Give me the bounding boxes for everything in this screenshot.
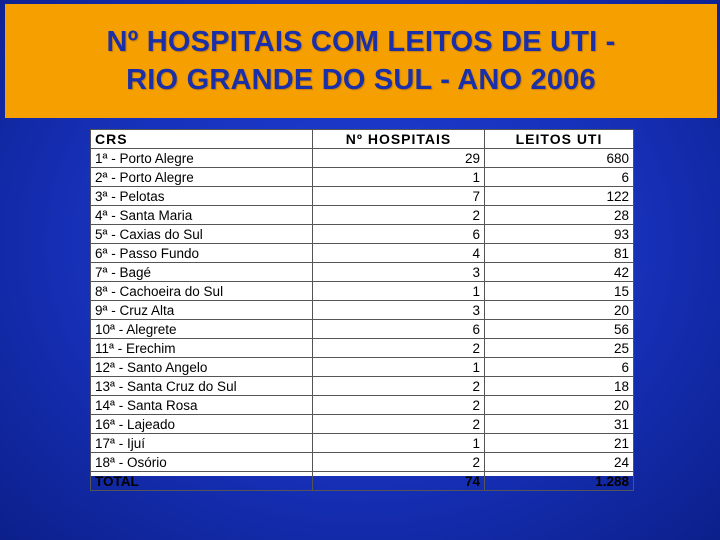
cell-hospitais: 1	[313, 282, 485, 301]
cell-hospitais: 3	[313, 301, 485, 320]
table-row	[91, 453, 634, 472]
cell-crs: 8ª - Cachoeira do Sul	[91, 282, 313, 301]
table-row	[91, 320, 634, 339]
cell-leitos: 81	[485, 244, 634, 263]
title-line-1: Nº HOSPITAIS COM LEITOS DE UTI -	[106, 26, 616, 58]
cell-crs: 10ª - Alegrete	[91, 320, 313, 339]
table-row	[91, 225, 634, 244]
cell-hospitais: 1	[313, 434, 485, 453]
title-line-2: RIO GRANDE DO SUL - ANO 2006	[126, 64, 596, 96]
cell-crs: 5ª - Caxias do Sul	[91, 225, 313, 244]
cell-leitos: 21	[485, 434, 634, 453]
cell-hospitais: 2	[313, 206, 485, 225]
table-row	[91, 339, 634, 358]
cell-crs: 14ª - Santa Rosa	[91, 396, 313, 415]
cell-crs: 12ª - Santo Angelo	[91, 358, 313, 377]
table-row	[91, 263, 634, 282]
table-row	[91, 282, 634, 301]
table-row	[91, 377, 634, 396]
cell-hospitais: 7	[313, 187, 485, 206]
cell-crs: 18ª - Osório	[91, 453, 313, 472]
cell-hospitais: 2	[313, 415, 485, 434]
table-row	[91, 415, 634, 434]
table-row	[91, 434, 634, 453]
total-hospitais: 74	[313, 472, 485, 491]
header-crs: CRS	[91, 130, 313, 149]
cell-leitos: 15	[485, 282, 634, 301]
cell-leitos: 122	[485, 187, 634, 206]
cell-hospitais: 4	[313, 244, 485, 263]
table-total-row	[91, 472, 634, 491]
cell-leitos: 6	[485, 358, 634, 377]
cell-hospitais: 1	[313, 358, 485, 377]
total-label: TOTAL	[91, 472, 313, 491]
cell-crs: 2ª - Porto Alegre	[91, 168, 313, 187]
cell-hospitais: 29	[313, 149, 485, 168]
table-body	[91, 149, 634, 491]
table-row	[91, 301, 634, 320]
table-row	[91, 187, 634, 206]
cell-hospitais: 2	[313, 453, 485, 472]
cell-hospitais: 2	[313, 339, 485, 358]
cell-crs: 4ª - Santa Maria	[91, 206, 313, 225]
total-leitos: 1.288	[485, 472, 634, 491]
cell-leitos: 28	[485, 206, 634, 225]
cell-hospitais: 3	[313, 263, 485, 282]
header-hospitais: Nº HOSPITAIS	[313, 130, 485, 149]
cell-crs: 1ª - Porto Alegre	[91, 149, 313, 168]
hospital-table	[90, 129, 634, 491]
table-row	[91, 149, 634, 168]
cell-leitos: 93	[485, 225, 634, 244]
table-row	[91, 206, 634, 225]
cell-leitos: 42	[485, 263, 634, 282]
cell-leitos: 20	[485, 396, 634, 415]
cell-leitos: 25	[485, 339, 634, 358]
table-header-row	[91, 130, 634, 149]
cell-hospitais: 6	[313, 225, 485, 244]
cell-hospitais: 2	[313, 396, 485, 415]
table-row	[91, 358, 634, 377]
cell-crs: 17ª - Ijuí	[91, 434, 313, 453]
cell-hospitais: 6	[313, 320, 485, 339]
cell-leitos: 18	[485, 377, 634, 396]
header-leitos: LEITOS UTI	[485, 130, 634, 149]
cell-crs: 6ª - Passo Fundo	[91, 244, 313, 263]
data-table-container	[90, 129, 633, 489]
cell-leitos: 6	[485, 168, 634, 187]
table-row	[91, 168, 634, 187]
cell-leitos: 31	[485, 415, 634, 434]
cell-crs: 11ª - Erechim	[91, 339, 313, 358]
cell-leitos: 680	[485, 149, 634, 168]
cell-hospitais: 1	[313, 168, 485, 187]
cell-leitos: 20	[485, 301, 634, 320]
table-row	[91, 396, 634, 415]
cell-leitos: 56	[485, 320, 634, 339]
cell-hospitais: 2	[313, 377, 485, 396]
cell-crs: 3ª - Pelotas	[91, 187, 313, 206]
cell-leitos: 24	[485, 453, 634, 472]
cell-crs: 13ª - Santa Cruz do Sul	[91, 377, 313, 396]
title-banner	[5, 4, 717, 118]
cell-crs: 16ª - Lajeado	[91, 415, 313, 434]
cell-crs: 7ª - Bagé	[91, 263, 313, 282]
cell-crs: 9ª - Cruz Alta	[91, 301, 313, 320]
table-row	[91, 244, 634, 263]
